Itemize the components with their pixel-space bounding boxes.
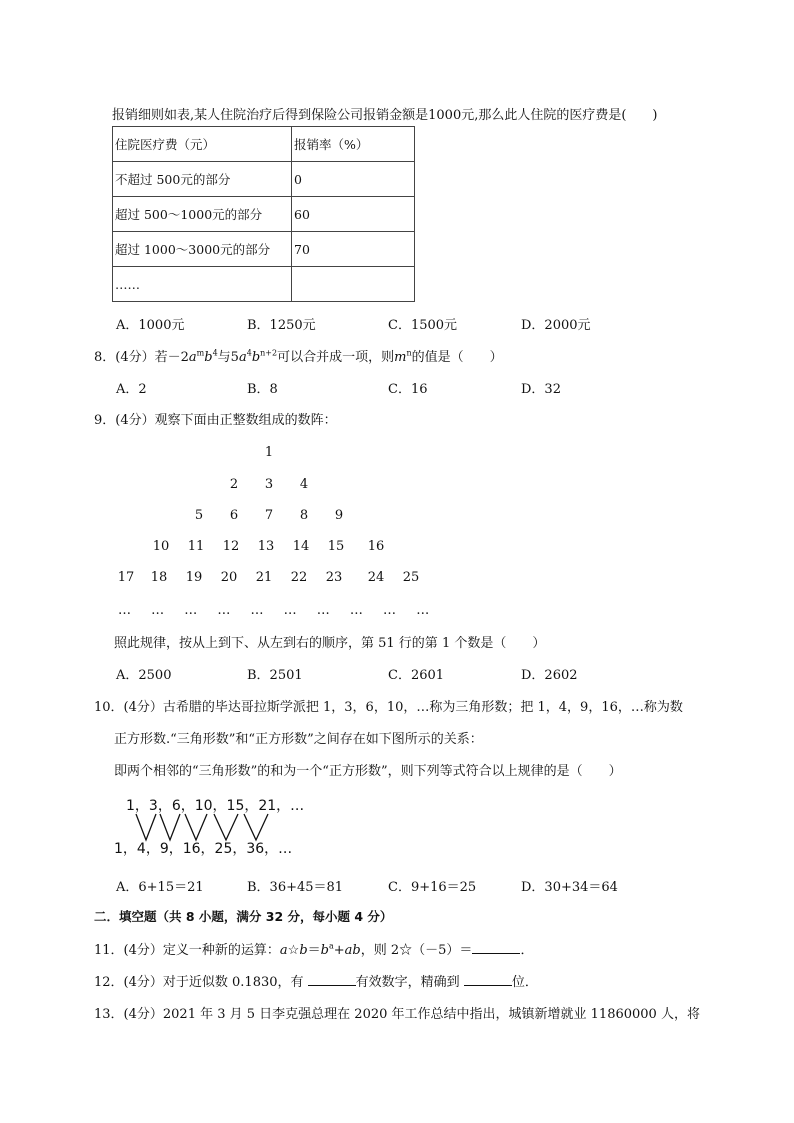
- triangle-number: 13: [257, 539, 275, 554]
- table-cell: 超过 1000～3000元的部分: [113, 232, 292, 267]
- q9-stem: 9．(4分）观察下面由正整数组成的数阵：: [94, 413, 337, 428]
- table-cell: ……: [113, 267, 292, 302]
- table-row: [113, 127, 415, 162]
- triangle-number: 12: [222, 539, 240, 554]
- triangle-number: 3: [264, 477, 274, 492]
- triangle-number: 10: [152, 539, 170, 554]
- table-cell: [292, 267, 415, 302]
- table-row: [113, 162, 415, 197]
- reimbursement-table: [112, 126, 415, 302]
- q9-option-d[interactable]: D．2602: [521, 668, 578, 683]
- q8-option-b[interactable]: B．8: [247, 382, 278, 397]
- answer-blank[interactable]: [472, 941, 520, 954]
- table-header-cell: 住院医疗费（元）: [113, 127, 292, 162]
- triangle-number: 14: [292, 539, 310, 554]
- table-cell: 超过 500～1000元的部分: [113, 197, 292, 232]
- q9-option-a[interactable]: A．2500: [116, 668, 172, 683]
- table-cell: 不超过 500元的部分: [113, 162, 292, 197]
- triangle-number: 8: [299, 508, 309, 523]
- square-numbers: 1，4，9，16，25，36，…: [114, 841, 293, 857]
- q10-line3: 即两个相邻的“三角形数”的和为一个“正方形数”，则下列等式符合以上规律的是（ ）: [114, 764, 622, 779]
- triangle-number: 17: [117, 570, 135, 585]
- triangle-number: 11: [187, 539, 205, 554]
- q8-option-d[interactable]: D．32: [521, 382, 561, 397]
- q7-stem: 报销细则如表,某人住院治疗后得到保险公司报销金额是1000元,那么此人住院的医疗费是( ): [112, 108, 658, 123]
- answer-blank[interactable]: [308, 973, 356, 986]
- table-row: [113, 232, 415, 267]
- triangle-number: 20: [220, 570, 238, 585]
- q8-option-a[interactable]: A．2: [116, 382, 147, 397]
- answer-blank[interactable]: [464, 973, 512, 986]
- table-cell: 70: [292, 232, 415, 267]
- triangular-numbers: 1，3，6，10，15，21，…: [126, 798, 305, 814]
- triangle-number: 19: [185, 570, 203, 585]
- table-cell: 60: [292, 197, 415, 232]
- triangle-number: 2: [229, 477, 239, 492]
- q8-stem: 8．(4分）若$-2a^mb^4$与$5a^4b^{n+2}$可以合并成一项，则$m^n$的值是（ ）: [94, 348, 503, 365]
- triangle-number: 5: [194, 508, 204, 523]
- q10-option-a[interactable]: A．6+15＝21: [116, 880, 204, 895]
- q10-line2: 正方形数.“三角形数”和“正方形数”之间存在如下图所示的关系：: [114, 732, 483, 747]
- q10-line1: 10．(4分）古希腊的毕达哥拉斯学派把 1，3，6，10，…称为三角形数；把 1，4，9，16，…称为数: [94, 700, 683, 715]
- table-row: [113, 267, 415, 302]
- q7-option-a[interactable]: A．1000元: [116, 318, 185, 333]
- triangle-number: 6: [229, 508, 239, 523]
- q9-question: 照此规律，按从上到下、从左到右的顺序，第 51 行的第 1 个数是（ ）: [114, 636, 546, 651]
- triangle-number: 4: [299, 477, 309, 492]
- triangle-ellipsis-row: … … … … … … … … … …: [118, 603, 431, 618]
- q9-option-b[interactable]: B．2501: [247, 668, 303, 683]
- triangle-number: 7: [264, 508, 274, 523]
- table-cell: 0: [292, 162, 415, 197]
- q10-option-c[interactable]: C．9+16＝25: [388, 880, 477, 895]
- q10-option-d[interactable]: D．30+34＝64: [521, 880, 618, 895]
- triangle-number: 25: [402, 570, 420, 585]
- q8-option-c[interactable]: C．16: [388, 382, 428, 397]
- triangle-number: 9: [334, 508, 344, 523]
- triangle-number: 1: [264, 445, 274, 460]
- q11-stem: 11．(4分）定义一种新的运算：$a☆b=b^a+ab$，则 2☆（－5）＝ ．: [94, 941, 534, 958]
- q7-option-b[interactable]: B．1250元: [247, 318, 316, 333]
- q9-option-c[interactable]: C．2601: [388, 668, 445, 683]
- triangle-number: 18: [150, 570, 168, 585]
- table-header-cell: 报销率（%）: [292, 127, 415, 162]
- triangle-number: 23: [325, 570, 343, 585]
- section-title: 二．填空题（共 8 小题，满分 32 分，每小题 4 分）: [94, 909, 393, 924]
- table-row: [113, 197, 415, 232]
- q7-option-d[interactable]: D．2000元: [521, 318, 591, 333]
- q13-stem: 13．(4分）2021 年 3 月 5 日李克强总理在 2020 年工作总结中指出，城镇新增就业 11860000 人，将: [94, 1007, 700, 1022]
- q10-option-b[interactable]: B．36+45＝81: [247, 880, 344, 895]
- triangle-number: 22: [290, 570, 308, 585]
- q12-stem: 12．(4分）对于近似数 0.1830，有 有效数字，精确到 位．: [94, 975, 538, 990]
- triangle-number: 16: [367, 539, 385, 554]
- triangle-number: 21: [255, 570, 273, 585]
- q7-option-c[interactable]: C．1500元: [388, 318, 458, 333]
- triangle-number: 15: [327, 539, 345, 554]
- triangle-number: 24: [367, 570, 385, 585]
